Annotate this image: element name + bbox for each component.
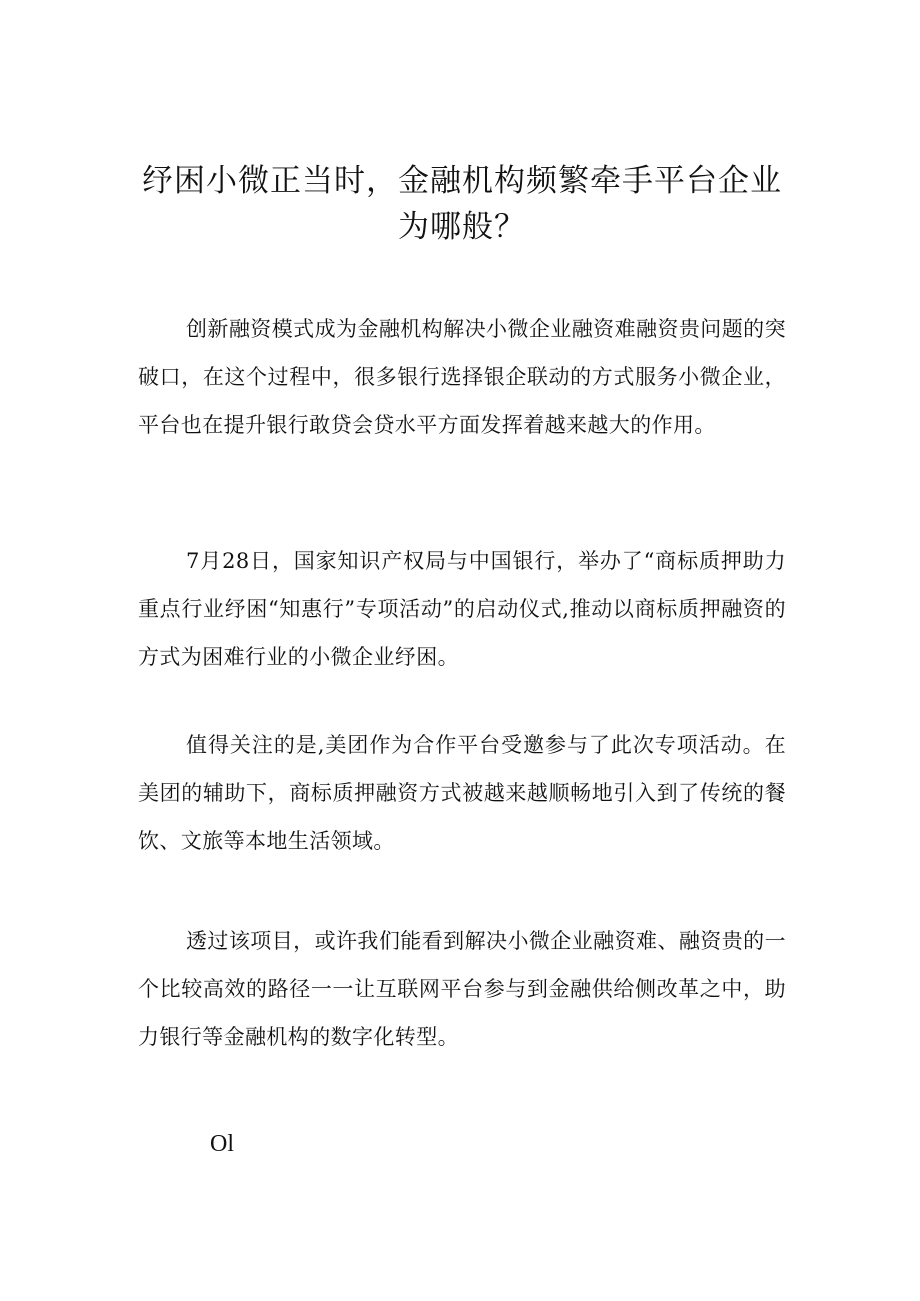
- section-number: Ol: [210, 1131, 234, 1157]
- paragraph-1: 创新融资模式成为金融机构解决小微企业融资难融资贵问题的突破口，在这个过程中，很多银行选择银企联动的方式服务小微企业，平台也在提升银行敢贷会贷水平方面发挥着越来越大的作用。: [138, 317, 786, 437]
- paragraph-2: 7月28日，国家知识产权局与中国银行，举办了“商标质押助力重点行业纾困“知惠行”专项活动”的启动仪式,推动以商标质押融资的方式为困难行业的小微企业纾困。: [138, 549, 786, 669]
- article-title: 纾困小微正当时，金融机构频繁牵手平台企业为哪般？: [142, 163, 782, 245]
- paragraph-3: 值得关注的是,美团作为合作平台受邀参与了此次专项活动。在美团的辅助下，商标质押融资方式被越来越顺畅地引入到了传统的餐饮、文旅等本地生活领域。: [138, 733, 786, 853]
- paragraph-4: 透过该项目，或许我们能看到解决小微企业融资难、融资贵的一个比较高效的路径一一让互联网平台参与到金融供给侧改革之中，助力银行等金融机构的数字化转型。: [138, 929, 786, 1049]
